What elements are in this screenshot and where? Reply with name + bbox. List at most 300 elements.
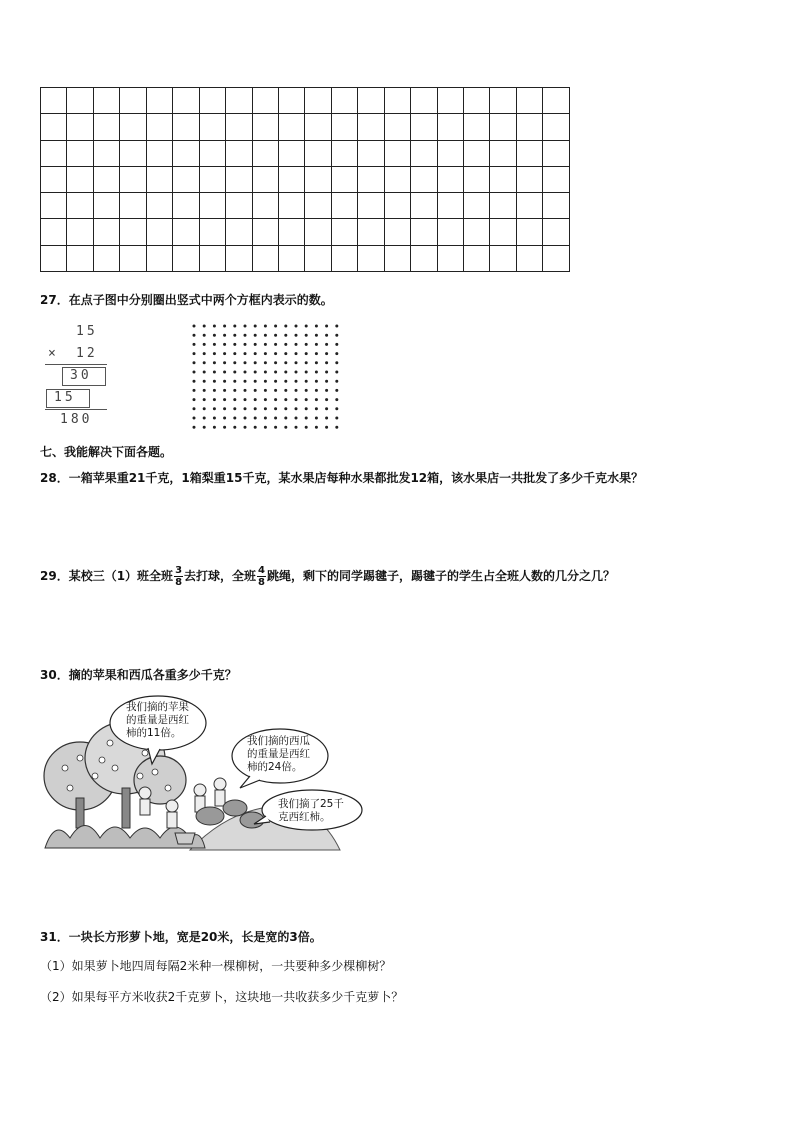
grid-cell xyxy=(305,114,331,140)
dot xyxy=(233,389,236,392)
grid-cell xyxy=(516,245,542,271)
question-29 xyxy=(40,565,615,588)
grid-cell xyxy=(411,193,437,219)
grid-cell xyxy=(226,140,252,166)
grid-cell xyxy=(543,193,570,219)
dot xyxy=(295,343,298,346)
dot xyxy=(284,343,287,346)
dot xyxy=(233,371,236,374)
section-heading: 七、我能解决下面各题。 xyxy=(40,445,173,459)
grid-cell xyxy=(490,114,516,140)
grid-cell xyxy=(516,193,542,219)
dot xyxy=(335,325,338,328)
dot xyxy=(315,426,318,429)
dot xyxy=(213,380,216,383)
dot xyxy=(305,380,308,383)
dot xyxy=(254,389,257,392)
dot xyxy=(203,361,206,364)
dot xyxy=(295,334,298,337)
dot xyxy=(193,343,196,346)
dot xyxy=(203,398,206,401)
dot xyxy=(274,398,277,401)
dot xyxy=(264,407,267,410)
harvest-illustration xyxy=(40,688,370,853)
dot xyxy=(193,417,196,420)
grid-cell xyxy=(173,88,199,114)
grid-cell xyxy=(252,114,278,140)
grid-cell xyxy=(120,193,146,219)
grid-cell xyxy=(411,166,437,192)
dot xyxy=(295,325,298,328)
dot xyxy=(203,417,206,420)
dot xyxy=(325,325,328,328)
dot xyxy=(335,380,338,383)
grid-cell xyxy=(173,140,199,166)
dot xyxy=(264,389,267,392)
dot xyxy=(264,417,267,420)
grid-cell xyxy=(305,245,331,271)
grid-cell xyxy=(41,166,67,192)
grid-cell xyxy=(146,140,172,166)
grid-cell xyxy=(384,140,410,166)
dot xyxy=(315,352,318,355)
dot xyxy=(223,417,226,420)
dot xyxy=(264,371,267,374)
dot xyxy=(233,352,236,355)
dot xyxy=(193,352,196,355)
grid-cell xyxy=(437,193,463,219)
dot xyxy=(244,380,247,383)
dot xyxy=(295,371,298,374)
dot xyxy=(244,343,247,346)
grid-cell xyxy=(199,219,225,245)
dot xyxy=(305,398,308,401)
dot xyxy=(193,426,196,429)
dot xyxy=(254,380,257,383)
dot xyxy=(213,389,216,392)
grid-cell xyxy=(437,245,463,271)
grid-cell xyxy=(226,219,252,245)
grid-cell xyxy=(278,219,304,245)
dot xyxy=(274,417,277,420)
grid-cell xyxy=(278,140,304,166)
dot xyxy=(193,361,196,364)
grid-cell xyxy=(516,88,542,114)
grid-cell xyxy=(411,114,437,140)
grid-cell xyxy=(252,193,278,219)
grid-cell xyxy=(41,245,67,271)
grid-cell xyxy=(252,140,278,166)
grid-cell xyxy=(278,88,304,114)
dot xyxy=(244,398,247,401)
grid-cell xyxy=(93,166,119,192)
grid-cell xyxy=(384,245,410,271)
question-31-part-1: （1）如果萝卜地四周每隔2米种一棵柳树，一共要种多少棵柳树？ xyxy=(40,959,392,973)
dot xyxy=(254,352,257,355)
fraction-3-8: $\frac{3}{8}$ xyxy=(175,565,183,588)
question-30: 30．摘的苹果和西瓜各重多少千克？ xyxy=(40,668,237,682)
grid-cell xyxy=(67,193,93,219)
dot xyxy=(274,334,277,337)
grid-cell xyxy=(305,166,331,192)
grid-cell xyxy=(464,193,490,219)
dot xyxy=(284,426,287,429)
dot xyxy=(325,343,328,346)
grid-cell xyxy=(384,166,410,192)
speech-bubble-watermelons: 我们摘的西瓜 的重量是西红 柿的24倍。 xyxy=(247,735,310,773)
dot xyxy=(305,417,308,420)
dot xyxy=(213,343,216,346)
dot xyxy=(335,389,338,392)
dot xyxy=(274,343,277,346)
dot xyxy=(274,352,277,355)
dot xyxy=(274,380,277,383)
dot xyxy=(305,407,308,410)
grid-cell xyxy=(464,245,490,271)
grid-cell xyxy=(146,114,172,140)
dot xyxy=(203,407,206,410)
dot xyxy=(233,343,236,346)
dot xyxy=(284,361,287,364)
grid-cell xyxy=(67,114,93,140)
grid-cell xyxy=(173,114,199,140)
grid-cell xyxy=(305,193,331,219)
dot-array xyxy=(190,322,342,432)
grid-cell xyxy=(411,219,437,245)
grid-cell xyxy=(331,88,357,114)
dot xyxy=(193,389,196,392)
partial-product-2: 15 xyxy=(54,390,76,405)
grid-cell xyxy=(305,88,331,114)
grid-cell xyxy=(41,88,67,114)
question-27: 27．在点子图中分别圈出竖式中两个方框内表示的数。 xyxy=(40,293,333,307)
dot xyxy=(254,361,257,364)
grid-cell xyxy=(490,219,516,245)
dot xyxy=(335,398,338,401)
dot xyxy=(244,371,247,374)
grid-cell xyxy=(93,193,119,219)
dot xyxy=(223,398,226,401)
q29-mid: 去打球，全班 xyxy=(184,569,257,583)
grid-cell xyxy=(437,166,463,192)
dot xyxy=(335,361,338,364)
dot xyxy=(274,389,277,392)
grid-cell xyxy=(252,88,278,114)
q29-prefix: 29．某校三（1）班全班 xyxy=(40,569,174,583)
dot xyxy=(254,371,257,374)
dot xyxy=(315,334,318,337)
dot xyxy=(325,389,328,392)
dot xyxy=(305,361,308,364)
grid-cell xyxy=(384,114,410,140)
grid-cell xyxy=(120,219,146,245)
dot xyxy=(325,361,328,364)
grid-cell xyxy=(146,88,172,114)
grid-cell xyxy=(93,88,119,114)
dot xyxy=(325,417,328,420)
question-31-part-2: （2）如果每平方米收获2千克萝卜，这块地一共收获多少千克萝卜？ xyxy=(40,990,404,1004)
dot xyxy=(223,371,226,374)
dot xyxy=(213,417,216,420)
grid-cell xyxy=(173,193,199,219)
grid-cell xyxy=(358,219,384,245)
dot xyxy=(264,361,267,364)
grid-cell xyxy=(93,219,119,245)
dot xyxy=(305,334,308,337)
dot xyxy=(213,361,216,364)
dot xyxy=(203,426,206,429)
grid-cell xyxy=(516,219,542,245)
grid-cell xyxy=(437,219,463,245)
dot xyxy=(254,407,257,410)
dot xyxy=(244,334,247,337)
grid-cell xyxy=(331,219,357,245)
dot xyxy=(305,426,308,429)
dot xyxy=(295,398,298,401)
dot xyxy=(264,398,267,401)
dot xyxy=(244,417,247,420)
dot xyxy=(244,361,247,364)
grid-cell xyxy=(543,114,570,140)
grid-cell xyxy=(331,140,357,166)
grid-cell xyxy=(331,166,357,192)
dot xyxy=(295,380,298,383)
grid-cell xyxy=(516,166,542,192)
grid-cell xyxy=(543,245,570,271)
dot xyxy=(284,325,287,328)
dot xyxy=(284,389,287,392)
dot xyxy=(244,389,247,392)
practice-grid xyxy=(40,87,570,272)
grid-cell xyxy=(411,140,437,166)
dot xyxy=(284,417,287,420)
dot xyxy=(315,417,318,420)
divider-line-2 xyxy=(45,409,107,410)
grid-cell xyxy=(120,140,146,166)
grid-cell xyxy=(226,166,252,192)
dot xyxy=(335,334,338,337)
dot xyxy=(193,325,196,328)
grid-cell xyxy=(226,114,252,140)
speech-bubble-apples: 我们摘的苹果 的重量是西红 柿的11倍。 xyxy=(126,701,189,739)
grid-cell xyxy=(173,166,199,192)
dot xyxy=(203,352,206,355)
grid-cell xyxy=(67,219,93,245)
grid-cell xyxy=(199,245,225,271)
dot xyxy=(233,407,236,410)
dot xyxy=(213,325,216,328)
dot xyxy=(335,371,338,374)
dot xyxy=(213,352,216,355)
grid-cell xyxy=(252,166,278,192)
dot xyxy=(335,352,338,355)
dot xyxy=(193,398,196,401)
dot xyxy=(244,426,247,429)
dot xyxy=(315,407,318,410)
dot xyxy=(325,371,328,374)
grid-cell xyxy=(358,88,384,114)
grid-cell xyxy=(490,140,516,166)
grid-cell xyxy=(173,219,199,245)
grid-cell xyxy=(331,245,357,271)
grid-cell xyxy=(411,245,437,271)
dot xyxy=(315,371,318,374)
grid-cell xyxy=(358,114,384,140)
dot xyxy=(244,325,247,328)
grid-cell xyxy=(67,88,93,114)
product: 180 xyxy=(60,412,93,427)
grid-cell xyxy=(543,166,570,192)
dot xyxy=(264,352,267,355)
divider-line xyxy=(45,364,107,365)
grid-cell xyxy=(437,140,463,166)
grid-cell xyxy=(278,193,304,219)
grid-cell xyxy=(305,140,331,166)
dot xyxy=(284,380,287,383)
dot xyxy=(325,334,328,337)
dot xyxy=(244,407,247,410)
grid-cell xyxy=(93,114,119,140)
dot xyxy=(335,417,338,420)
dot xyxy=(203,343,206,346)
dot xyxy=(213,398,216,401)
grid-cell xyxy=(490,166,516,192)
grid-cell xyxy=(252,245,278,271)
dot xyxy=(233,361,236,364)
dot xyxy=(295,417,298,420)
grid-cell xyxy=(490,88,516,114)
dot xyxy=(305,389,308,392)
grid-cell xyxy=(146,193,172,219)
dot xyxy=(233,325,236,328)
dot xyxy=(325,352,328,355)
dot xyxy=(295,361,298,364)
dot xyxy=(305,352,308,355)
times-sign: × xyxy=(48,346,59,361)
dot xyxy=(315,389,318,392)
grid-cell xyxy=(543,219,570,245)
dot xyxy=(264,325,267,328)
grid-cell xyxy=(278,166,304,192)
grid-cell xyxy=(41,114,67,140)
dot xyxy=(274,361,277,364)
dot xyxy=(233,380,236,383)
dot xyxy=(315,325,318,328)
dot xyxy=(223,407,226,410)
grid-cell xyxy=(146,245,172,271)
dot xyxy=(284,371,287,374)
dot xyxy=(274,407,277,410)
fraction-4-8: $\frac{4}{8}$ xyxy=(258,565,266,588)
dot xyxy=(254,334,257,337)
vertical-multiplication xyxy=(40,320,120,430)
dot xyxy=(223,380,226,383)
grid-cell xyxy=(226,193,252,219)
grid-cell xyxy=(516,140,542,166)
grid-cell xyxy=(437,114,463,140)
dot xyxy=(203,389,206,392)
dot xyxy=(223,343,226,346)
grid-cell xyxy=(146,219,172,245)
dot xyxy=(305,325,308,328)
grid-cell xyxy=(516,114,542,140)
grid-cell xyxy=(199,88,225,114)
dot xyxy=(315,361,318,364)
grid-cell xyxy=(93,245,119,271)
dot xyxy=(264,380,267,383)
grid-cell xyxy=(252,219,278,245)
dot xyxy=(233,426,236,429)
grid-cell xyxy=(384,219,410,245)
dot xyxy=(315,398,318,401)
dot xyxy=(325,426,328,429)
multiplier: 12 xyxy=(76,346,98,361)
grid-cell xyxy=(490,245,516,271)
grid-cell xyxy=(358,193,384,219)
grid-cell xyxy=(67,166,93,192)
dot xyxy=(335,426,338,429)
grid-cell xyxy=(543,88,570,114)
dot xyxy=(295,426,298,429)
question-31: 31．一块长方形萝卜地，宽是20米，长是宽的3倍。 xyxy=(40,930,322,944)
dot xyxy=(315,343,318,346)
grid-cell xyxy=(120,245,146,271)
grid-cell xyxy=(226,245,252,271)
grid-cell xyxy=(226,88,252,114)
dot xyxy=(223,334,226,337)
grid-cell xyxy=(199,193,225,219)
grid-cell xyxy=(331,114,357,140)
grid-cell xyxy=(278,114,304,140)
grid-cell xyxy=(199,114,225,140)
dot xyxy=(233,334,236,337)
dot xyxy=(325,380,328,383)
dot xyxy=(233,398,236,401)
q29-suffix: 跳绳，剩下的同学踢毽子，踢毽子的学生占全班人数的几分之几？ xyxy=(267,569,616,583)
grid-cell xyxy=(67,245,93,271)
dot xyxy=(284,352,287,355)
orchard-scene xyxy=(40,688,370,853)
dot xyxy=(305,343,308,346)
dot xyxy=(274,371,277,374)
dot xyxy=(264,343,267,346)
grid-cell xyxy=(358,245,384,271)
dot xyxy=(284,334,287,337)
grid-cell xyxy=(120,166,146,192)
dot xyxy=(284,407,287,410)
dot xyxy=(213,407,216,410)
dot xyxy=(325,407,328,410)
grid-cell xyxy=(384,88,410,114)
dot xyxy=(325,398,328,401)
grid-cell xyxy=(305,219,331,245)
dot xyxy=(305,371,308,374)
grid-cell xyxy=(93,140,119,166)
dot xyxy=(213,371,216,374)
dot xyxy=(274,325,277,328)
grid-cell xyxy=(464,166,490,192)
dot xyxy=(223,389,226,392)
dot xyxy=(254,398,257,401)
dot xyxy=(223,325,226,328)
dot xyxy=(193,407,196,410)
grid-cell xyxy=(358,166,384,192)
dot xyxy=(223,426,226,429)
dot xyxy=(193,334,196,337)
dot xyxy=(254,417,257,420)
dot xyxy=(233,417,236,420)
dot xyxy=(295,352,298,355)
